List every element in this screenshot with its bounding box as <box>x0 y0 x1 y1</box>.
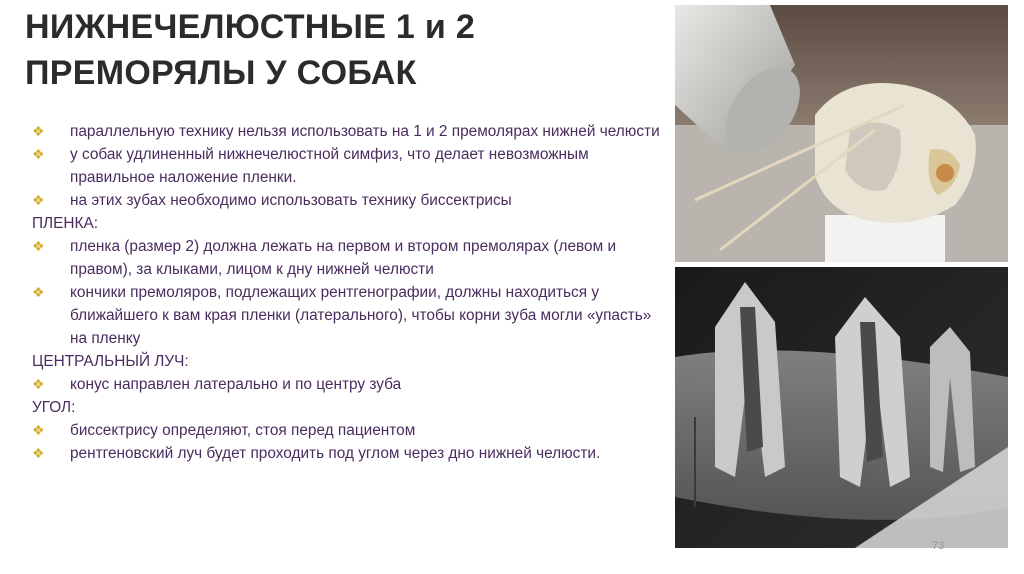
bullet-item <box>28 143 668 189</box>
title-line-2: ПРЕМОРЯЛЫ У СОБАК <box>25 54 417 92</box>
page-number: 73 <box>932 540 945 552</box>
bullet-item <box>28 419 668 442</box>
section-heading-angle: УГОЛ: <box>32 399 76 416</box>
section-heading-film: ПЛЕНКА: <box>32 215 99 232</box>
skull-photo <box>675 5 1008 262</box>
diamond-bullet-icon: ❖ <box>32 284 45 300</box>
dental-xray-image <box>675 267 1008 548</box>
bullet-text: кончики премоляров, подлежащих рентгенографии, должны находиться у ближайшего к вам края пленки (латерального), чтобы корни зуба могли «упасть» на пленку <box>70 284 652 347</box>
diamond-bullet-icon: ❖ <box>32 238 45 254</box>
bullet-text: рентгеновский луч будет проходить под углом через дно нижней челюсти. <box>70 445 601 462</box>
diamond-bullet-icon: ❖ <box>32 422 45 438</box>
title-line-1: НИЖНЕЧЕЛЮСТНЫЕ 1 и 2 <box>25 8 476 46</box>
bullet-item <box>28 281 668 350</box>
section-heading-central-beam: ЦЕНТРАЛЬНЫЙ ЛУЧ: <box>32 353 189 370</box>
diamond-bullet-icon: ❖ <box>32 146 45 162</box>
bullet-item <box>28 189 668 212</box>
bullet-item <box>28 373 668 396</box>
bullet-item <box>28 120 668 143</box>
bullet-item <box>28 235 668 281</box>
bullet-text: конус направлен латерально и по центру зуба <box>70 376 402 393</box>
diamond-bullet-icon: ❖ <box>32 192 45 208</box>
diamond-bullet-icon: ❖ <box>32 123 45 139</box>
bullet-text: у собак удлиненный нижнечелюстной симфиз, что делает невозможным правильное наложение пленки. <box>70 146 589 186</box>
slide-title <box>25 4 665 96</box>
bullet-text: биссектрису определяют, стоя перед пациентом <box>70 422 416 439</box>
bullet-text: на этих зубах необходимо использовать технику биссектрисы <box>70 192 512 209</box>
diamond-bullet-icon: ❖ <box>32 445 45 461</box>
slide-body <box>28 120 668 465</box>
diamond-bullet-icon: ❖ <box>32 376 45 392</box>
bullet-text: пленка (размер 2) должна лежать на первом и втором премолярах (левом и правом), за клыками, лицом к дну нижней челюсти <box>70 238 617 278</box>
bullet-text: параллельную технику нельзя использовать на 1 и 2 премолярах нижней челюсти <box>70 123 660 140</box>
bullet-item <box>28 442 668 465</box>
